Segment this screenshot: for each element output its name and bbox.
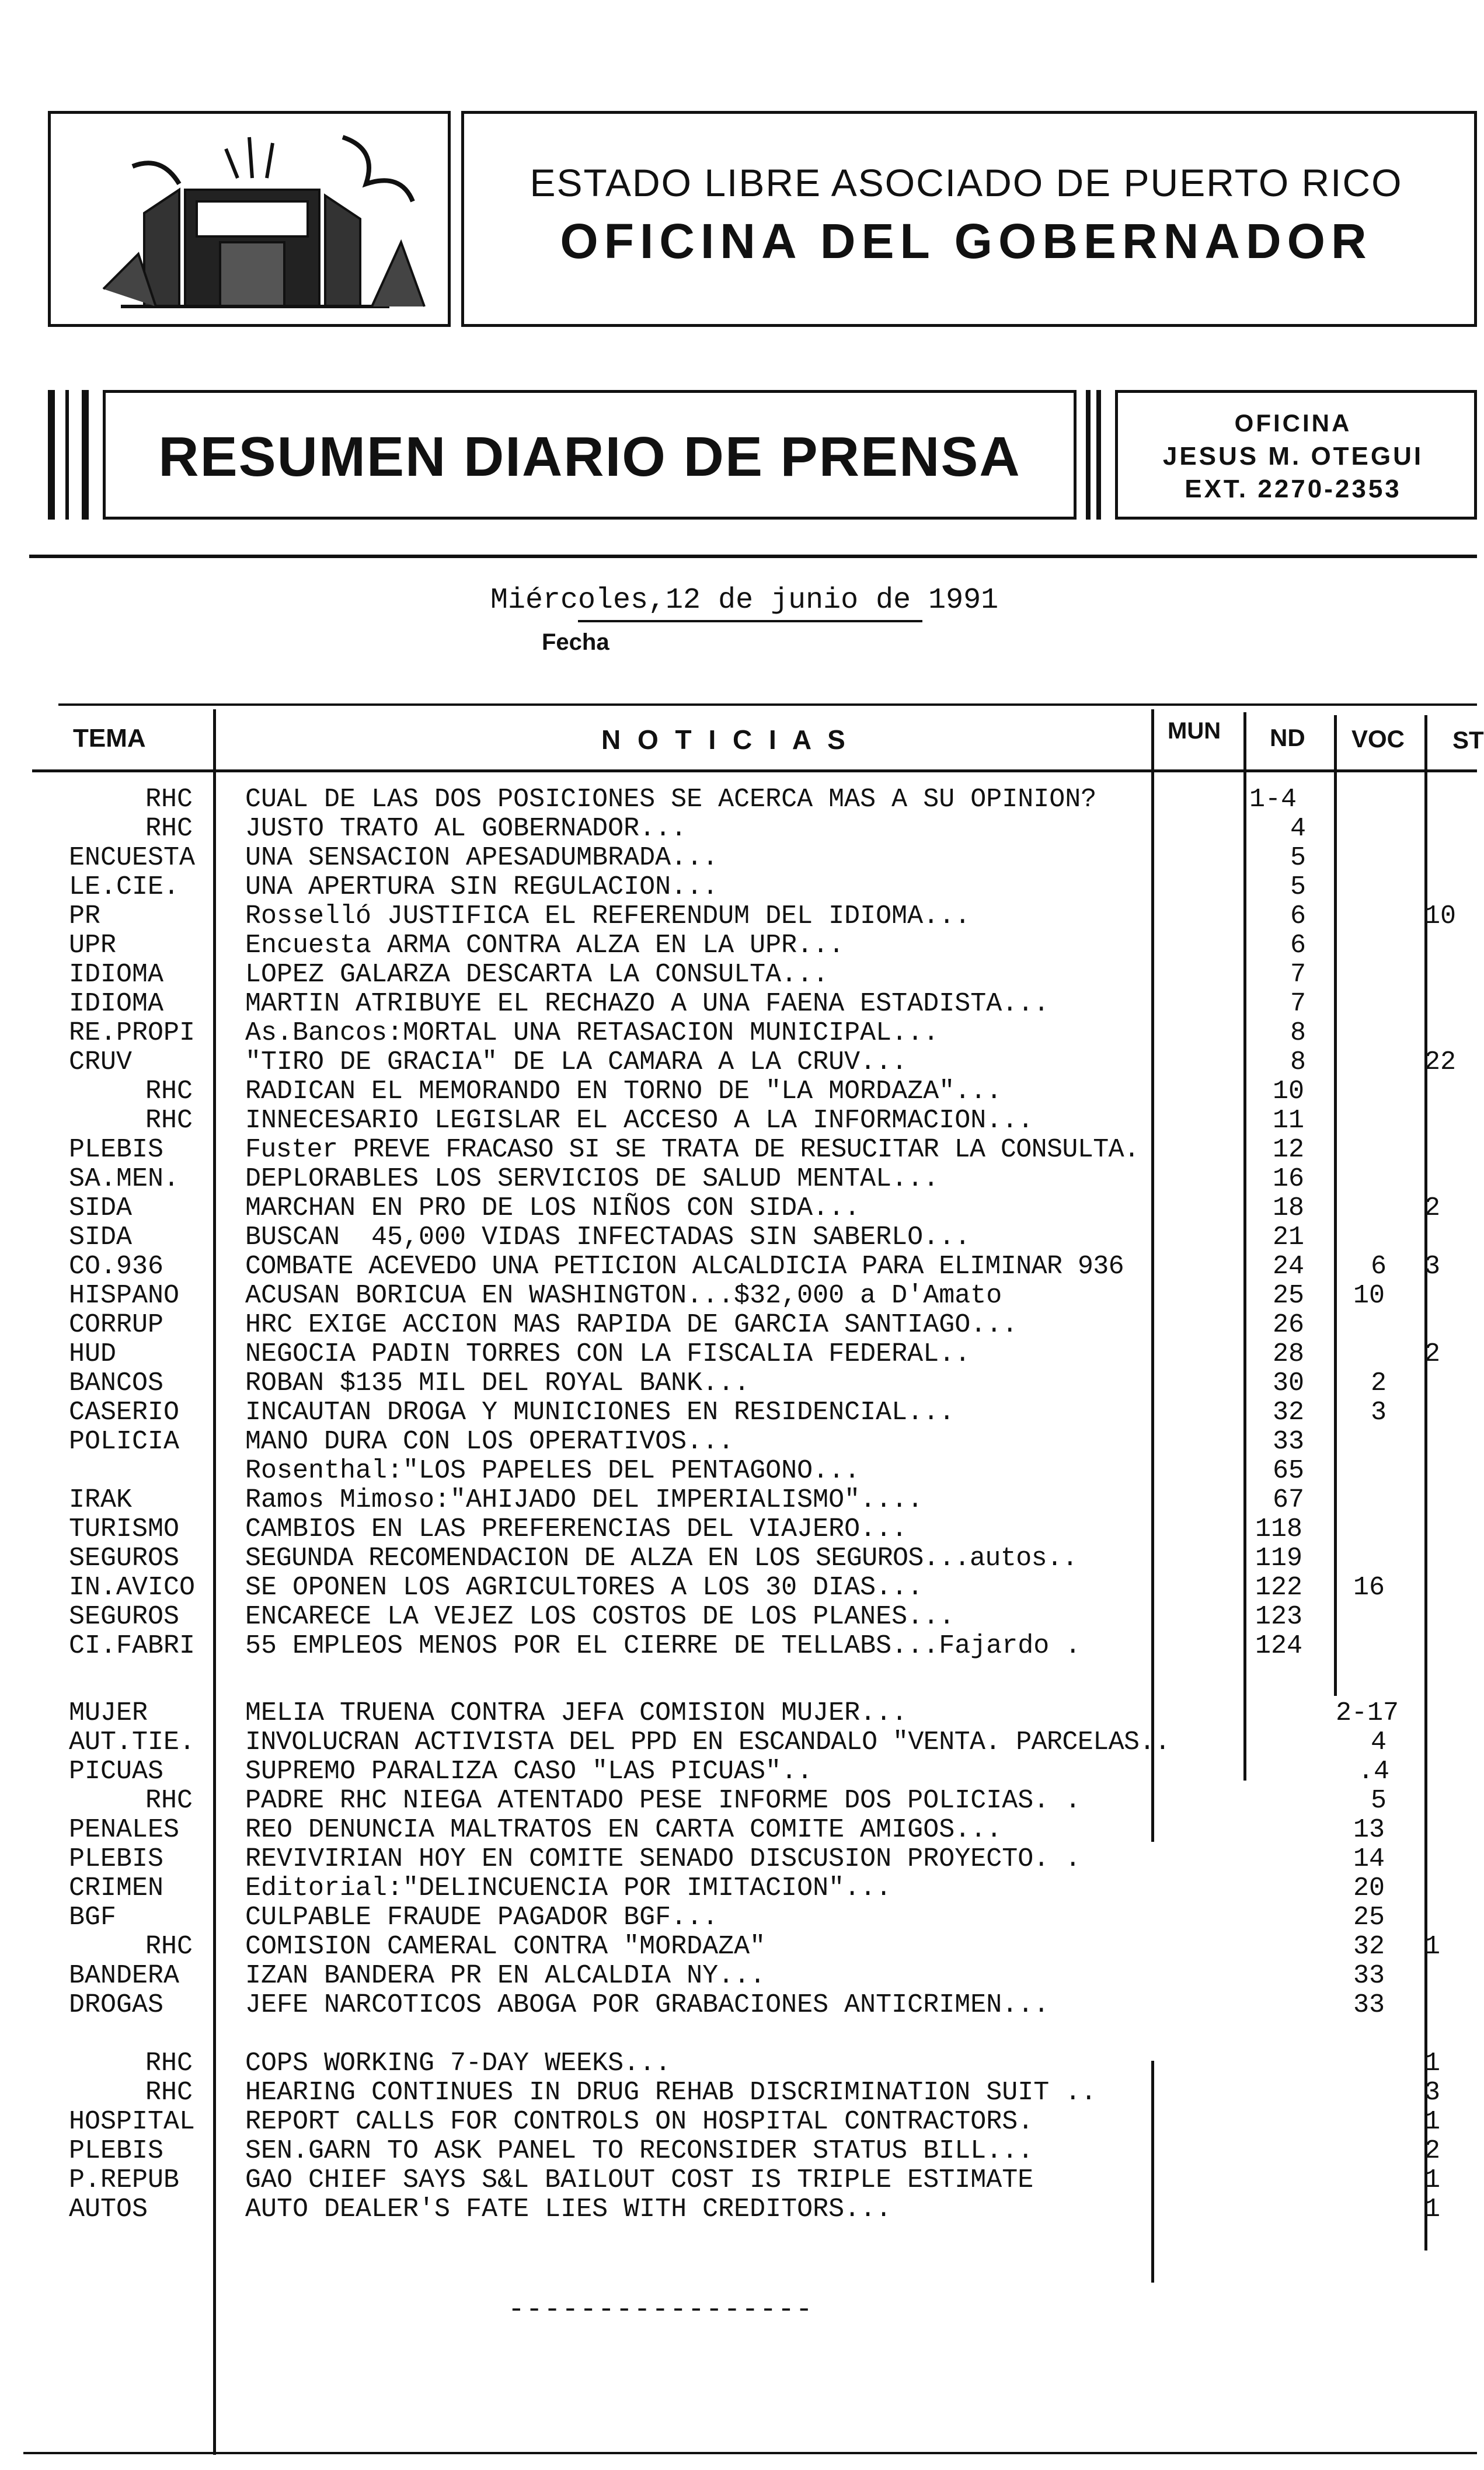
row-nd: 119 xyxy=(1255,1544,1303,1573)
row-tema: CRIMEN xyxy=(69,1873,164,1903)
col-header-voc: VOC xyxy=(1351,725,1405,753)
row-news: CAMBIOS EN LAS PREFERENCIAS DEL VIAJERO... xyxy=(245,1514,908,1544)
row-news: COMBATE ACEVEDO UNA PETICION ALCALDICIA PARA ELIMINAR 936 xyxy=(245,1252,1124,1281)
row-news: CUAL DE LAS DOS POSICIONES SE ACERCA MAS A SU OPINION? xyxy=(245,785,1097,814)
row-tema: POLICIA xyxy=(69,1427,180,1457)
date-underline xyxy=(578,620,922,622)
row-nd: 24 xyxy=(1273,1252,1305,1281)
row-voc: 20 xyxy=(1353,1873,1385,1903)
row-tema: HUD xyxy=(69,1339,117,1369)
col-line-mun xyxy=(1151,709,1154,1842)
row-voc: 4 xyxy=(1371,1727,1387,1757)
row-news: JUSTO TRATO AL GOBERNADOR... xyxy=(245,814,687,844)
row-st: 10 xyxy=(1424,901,1457,931)
row-news: PADRE RHC NIEGA ATENTADO PESE INFORME DOS POLICIAS. . xyxy=(245,1786,1081,1816)
row-st: 2 xyxy=(1424,2136,1441,2166)
row-tema: SA.MEN. xyxy=(69,1164,180,1194)
row-tema: PR xyxy=(69,901,101,931)
row-tema: PLEBIS xyxy=(69,2136,164,2166)
banner-title: RESUMEN DIARIO DE PRENSA xyxy=(158,426,1021,488)
row-nd: 8 xyxy=(1290,1018,1307,1048)
row-news: Encuesta ARMA CONTRA ALZA EN LA UPR... xyxy=(245,931,845,960)
row-nd: 16 xyxy=(1273,1164,1305,1194)
row-voc: 5 xyxy=(1371,1786,1387,1816)
row-nd: 11 xyxy=(1273,1106,1305,1135)
row-tema: PICUAS xyxy=(69,1757,164,1786)
row-news: NEGOCIA PADIN TORRES CON LA FISCALIA FEDERAL.. xyxy=(245,1339,971,1369)
row-nd: 7 xyxy=(1290,960,1307,990)
row-news: COPS WORKING 7-DAY WEEKS... xyxy=(245,2049,671,2078)
row-tema: RHC xyxy=(145,1106,193,1135)
row-tema: PENALES xyxy=(69,1815,180,1845)
row-voc: 33 xyxy=(1353,1990,1385,2020)
row-tema: RHC xyxy=(145,1932,193,1962)
office-label: OFICINA xyxy=(1234,409,1352,437)
row-news: INVOLUCRAN ACTIVISTA DEL PPD EN ESCANDALO "VENTA. PARCELAS.. xyxy=(245,1727,1171,1757)
header-line-2: OFICINA DEL GOBERNADOR xyxy=(560,214,1372,269)
row-voc: 14 xyxy=(1353,1844,1385,1874)
row-st: 1 xyxy=(1424,2107,1441,2137)
row-st: 1 xyxy=(1424,2165,1441,2195)
col-header-tema: TEMA xyxy=(73,724,146,753)
row-voc: 16 xyxy=(1353,1573,1385,1602)
row-tema: RHC xyxy=(145,2078,193,2107)
row-news: RADICAN EL MEMORANDO EN TORNO DE "LA MORDAZA"... xyxy=(245,1077,1002,1106)
row-news: "TIRO DE GRACIA" DE LA CAMARA A LA CRUV... xyxy=(245,1047,908,1077)
row-voc: 10 xyxy=(1353,1281,1385,1311)
row-nd: 28 xyxy=(1273,1339,1305,1369)
col-header-st: ST xyxy=(1452,726,1484,754)
row-news: BUSCAN 45,000 VIDAS INFECTADAS SIN SABERLO... xyxy=(245,1222,971,1252)
row-news: GAO CHIEF SAYS S&L BAILOUT COST IS TRIPLE ESTIMATE xyxy=(245,2165,1034,2195)
row-news: ACUSAN BORICUA EN WASHINGTON...$32,000 a D'Amato xyxy=(245,1281,1002,1311)
row-nd: 65 xyxy=(1273,1456,1305,1486)
row-nd: 21 xyxy=(1273,1222,1305,1252)
col-header-mun: MUN xyxy=(1168,718,1221,744)
row-nd: 12 xyxy=(1273,1135,1305,1165)
row-news: LOPEZ GALARZA DESCARTA LA CONSULTA... xyxy=(245,960,829,990)
row-tema: PLEBIS xyxy=(69,1135,164,1165)
row-tema: DROGAS xyxy=(69,1990,164,2020)
row-news: SE OPONEN LOS AGRICULTORES A LOS 30 DIAS... xyxy=(245,1573,924,1602)
row-tema: IDIOMA xyxy=(69,989,164,1019)
col-line-nd xyxy=(1243,712,1246,1781)
row-news: AUTO DEALER'S FATE LIES WITH CREDITORS... xyxy=(245,2194,892,2224)
row-voc: 2-17 xyxy=(1336,1698,1399,1728)
logo-box xyxy=(48,111,451,327)
row-news: HEARING CONTINUES IN DRUG REHAB DISCRIMINATION SUIT .. xyxy=(245,2078,1097,2107)
row-tema: SEGUROS xyxy=(69,1602,180,1632)
row-tema: RE.PROPI xyxy=(69,1018,196,1048)
row-tema: MUJER xyxy=(69,1698,148,1728)
row-nd: 123 xyxy=(1255,1602,1303,1632)
office-box xyxy=(1115,390,1477,520)
row-nd: 6 xyxy=(1290,901,1307,931)
row-nd: 67 xyxy=(1273,1485,1305,1515)
row-news: Fuster PREVE FRACASO SI SE TRATA DE RESUCITAR LA CONSULTA. xyxy=(245,1135,1140,1165)
row-news: SEN.GARN TO ASK PANEL TO RECONSIDER STATUS BILL... xyxy=(245,2136,1034,2166)
row-tema: IRAK xyxy=(69,1485,133,1515)
row-news: Rosenthal:"LOS PAPELES DEL PENTAGONO... xyxy=(245,1456,861,1486)
row-news: SEGUNDA RECOMENDACION DE ALZA EN LOS SEGUROS...autos.. xyxy=(245,1544,1078,1573)
col-header-noticias: N O T I C I A S xyxy=(601,724,850,755)
row-tema: CORRUP xyxy=(69,1310,164,1340)
row-nd: 8 xyxy=(1290,1047,1307,1077)
row-nd: 1-4 xyxy=(1249,785,1297,814)
row-nd: 7 xyxy=(1290,989,1307,1019)
row-tema: IDIOMA xyxy=(69,960,164,990)
row-nd: 25 xyxy=(1273,1281,1305,1311)
row-nd: 4 xyxy=(1290,814,1307,844)
row-st: 22 xyxy=(1424,1047,1457,1077)
table-top-rule xyxy=(58,703,1477,706)
end-mark: ----------------- xyxy=(508,2294,814,2326)
row-voc: .4 xyxy=(1358,1757,1390,1786)
row-news: MANO DURA CON LOS OPERATIVOS... xyxy=(245,1427,734,1457)
row-st: 1 xyxy=(1424,1932,1441,1962)
row-news: MARTIN ATRIBUYE EL RECHAZO A UNA FAENA ESTADISTA... xyxy=(245,989,1050,1019)
date-label: Fecha xyxy=(542,629,609,655)
row-news: JEFE NARCOTICOS ABOGA POR GRABACIONES ANTICRIMEN... xyxy=(245,1990,1050,2020)
row-voc: 33 xyxy=(1353,1961,1385,1991)
row-tema: CO.936 xyxy=(69,1252,164,1281)
row-news: ENCARECE LA VEJEZ LOS COSTOS DE LOS PLANES... xyxy=(245,1602,955,1632)
row-nd: 122 xyxy=(1255,1573,1303,1602)
row-tema: BANDERA xyxy=(69,1961,180,1991)
bottom-rule xyxy=(23,2452,1477,2454)
col-header-nd: ND xyxy=(1270,724,1305,751)
row-news: SUPREMO PARALIZA CASO "LAS PICUAS".. xyxy=(245,1757,813,1786)
row-news: REO DENUNCIA MALTRATOS EN CARTA COMITE AMIGOS... xyxy=(245,1815,1002,1845)
row-tema: P.REPUB xyxy=(69,2165,180,2195)
row-nd: 33 xyxy=(1273,1427,1305,1457)
row-news: CULPABLE FRAUDE PAGADOR BGF... xyxy=(245,1903,719,1932)
row-tema: AUTOS xyxy=(69,2194,148,2224)
row-nd: 5 xyxy=(1290,843,1307,873)
row-tema: IN.AVICO xyxy=(69,1573,196,1602)
row-voc: 13 xyxy=(1353,1815,1385,1845)
row-news: UNA APERTURA SIN REGULACION... xyxy=(245,872,719,902)
row-news: INCAUTAN DROGA Y MUNICIONES EN RESIDENCIAL... xyxy=(245,1398,955,1427)
row-tema: HOSPITAL xyxy=(69,2107,196,2137)
row-tema: RHC xyxy=(145,785,193,814)
row-tema: CRUV xyxy=(69,1047,133,1077)
row-news: Editorial:"DELINCUENCIA POR IMITACION"... xyxy=(245,1873,892,1903)
row-tema: RHC xyxy=(145,1786,193,1816)
row-tema: RHC xyxy=(145,814,193,844)
row-tema: RHC xyxy=(145,2049,193,2078)
row-news: As.Bancos:MORTAL UNA RETASACION MUNICIPAL... xyxy=(245,1018,939,1048)
building-drawing-logo xyxy=(51,114,448,324)
row-nd: 30 xyxy=(1273,1368,1305,1398)
row-news: REPORT CALLS FOR CONTROLS ON HOSPITAL CONTRACTORS. xyxy=(245,2107,1034,2137)
row-news: 55 EMPLEOS MENOS POR EL CIERRE DE TELLABS...Fajardo . xyxy=(245,1631,1081,1661)
row-tema: PLEBIS xyxy=(69,1844,164,1874)
row-news: MARCHAN EN PRO DE LOS NIÑOS CON SIDA... xyxy=(245,1193,861,1223)
row-news: REVIVIRIAN HOY EN COMITE SENADO DISCUSION PROYECTO. . xyxy=(245,1844,1081,1874)
row-tema: RHC xyxy=(145,1077,193,1106)
col-line-st xyxy=(1424,715,1427,2250)
row-tema: AUT.TIE. xyxy=(69,1727,196,1757)
row-news: COMISION CAMERAL CONTRA "MORDAZA" xyxy=(245,1932,766,1962)
row-voc: 2 xyxy=(1371,1368,1387,1398)
table-header-rule xyxy=(32,769,1477,772)
row-nd: 32 xyxy=(1273,1398,1305,1427)
row-news: HRC EXIGE ACCION MAS RAPIDA DE GARCIA SANTIAGO... xyxy=(245,1310,1018,1340)
row-news: IZAN BANDERA PR EN ALCALDIA NY... xyxy=(245,1961,766,1991)
col-line-tema xyxy=(213,709,216,2455)
header-line-1: ESTADO LIBRE ASOCIADO DE PUERTO RICO xyxy=(529,161,1403,204)
row-news: ROBAN $135 MIL DEL ROYAL BANK... xyxy=(245,1368,750,1398)
row-tema: BANCOS xyxy=(69,1368,164,1398)
banner-bar-left-2 xyxy=(65,390,69,520)
row-tema: SIDA xyxy=(69,1222,133,1252)
row-news: Ramos Mimoso:"AHIJADO DEL IMPERIALISMO".... xyxy=(245,1485,924,1515)
row-tema: CASERIO xyxy=(69,1398,180,1427)
row-tema: SIDA xyxy=(69,1193,133,1223)
row-st: 2 xyxy=(1424,1339,1441,1369)
row-st: 2 xyxy=(1424,1193,1441,1223)
row-tema: HISPANO xyxy=(69,1281,180,1311)
row-news: MELIA TRUENA CONTRA JEFA COMISION MUJER... xyxy=(245,1698,908,1728)
row-voc: 3 xyxy=(1371,1398,1387,1427)
header-title-box xyxy=(461,111,1477,327)
row-nd: 18 xyxy=(1273,1193,1305,1223)
row-nd: 6 xyxy=(1290,931,1307,960)
row-tema: ENCUESTA xyxy=(69,843,196,873)
banner-bar-left-1 xyxy=(48,390,55,520)
row-tema: CI.FABRI xyxy=(69,1631,196,1661)
row-tema: LE.CIE. xyxy=(69,872,180,902)
row-news: Rosselló JUSTIFICA EL REFERENDUM DEL IDIOMA... xyxy=(245,901,971,931)
row-tema: BGF xyxy=(69,1903,117,1932)
row-voc: 25 xyxy=(1353,1903,1385,1932)
row-news: UNA SENSACION APESADUMBRADA... xyxy=(245,843,719,873)
banner-title-box xyxy=(103,390,1077,520)
top-divider xyxy=(29,555,1477,558)
row-st: 1 xyxy=(1424,2049,1441,2078)
col-line-voc xyxy=(1334,715,1337,1696)
banner-bar-right-1 xyxy=(1086,390,1091,520)
row-nd: 26 xyxy=(1273,1310,1305,1340)
office-name: JESUS M. OTEGUI xyxy=(1162,442,1424,471)
banner-bar-right-2 xyxy=(1096,390,1101,520)
row-nd: 124 xyxy=(1255,1631,1303,1661)
col-line-mun-lower xyxy=(1151,2061,1154,2283)
row-tema: UPR xyxy=(69,931,117,960)
row-nd: 5 xyxy=(1290,872,1307,902)
date-text: Miércoles,12 de junio de 1991 xyxy=(490,584,999,617)
office-ext: EXT. 2270-2353 xyxy=(1185,475,1402,503)
row-nd: 10 xyxy=(1273,1077,1305,1106)
row-tema: SEGUROS xyxy=(69,1544,180,1573)
row-nd: 118 xyxy=(1255,1514,1303,1544)
row-st: 3 xyxy=(1424,1252,1441,1281)
row-tema: TURISMO xyxy=(69,1514,180,1544)
row-st: 3 xyxy=(1424,2078,1441,2107)
row-voc: 6 xyxy=(1371,1252,1387,1281)
row-st: 1 xyxy=(1424,2194,1441,2224)
banner-bar-left-3 xyxy=(82,390,89,520)
row-news: INNECESARIO LEGISLAR EL ACCESO A LA INFORMACION... xyxy=(245,1106,1034,1135)
row-news: DEPLORABLES LOS SERVICIOS DE SALUD MENTAL... xyxy=(245,1164,939,1194)
row-voc: 32 xyxy=(1353,1932,1385,1962)
